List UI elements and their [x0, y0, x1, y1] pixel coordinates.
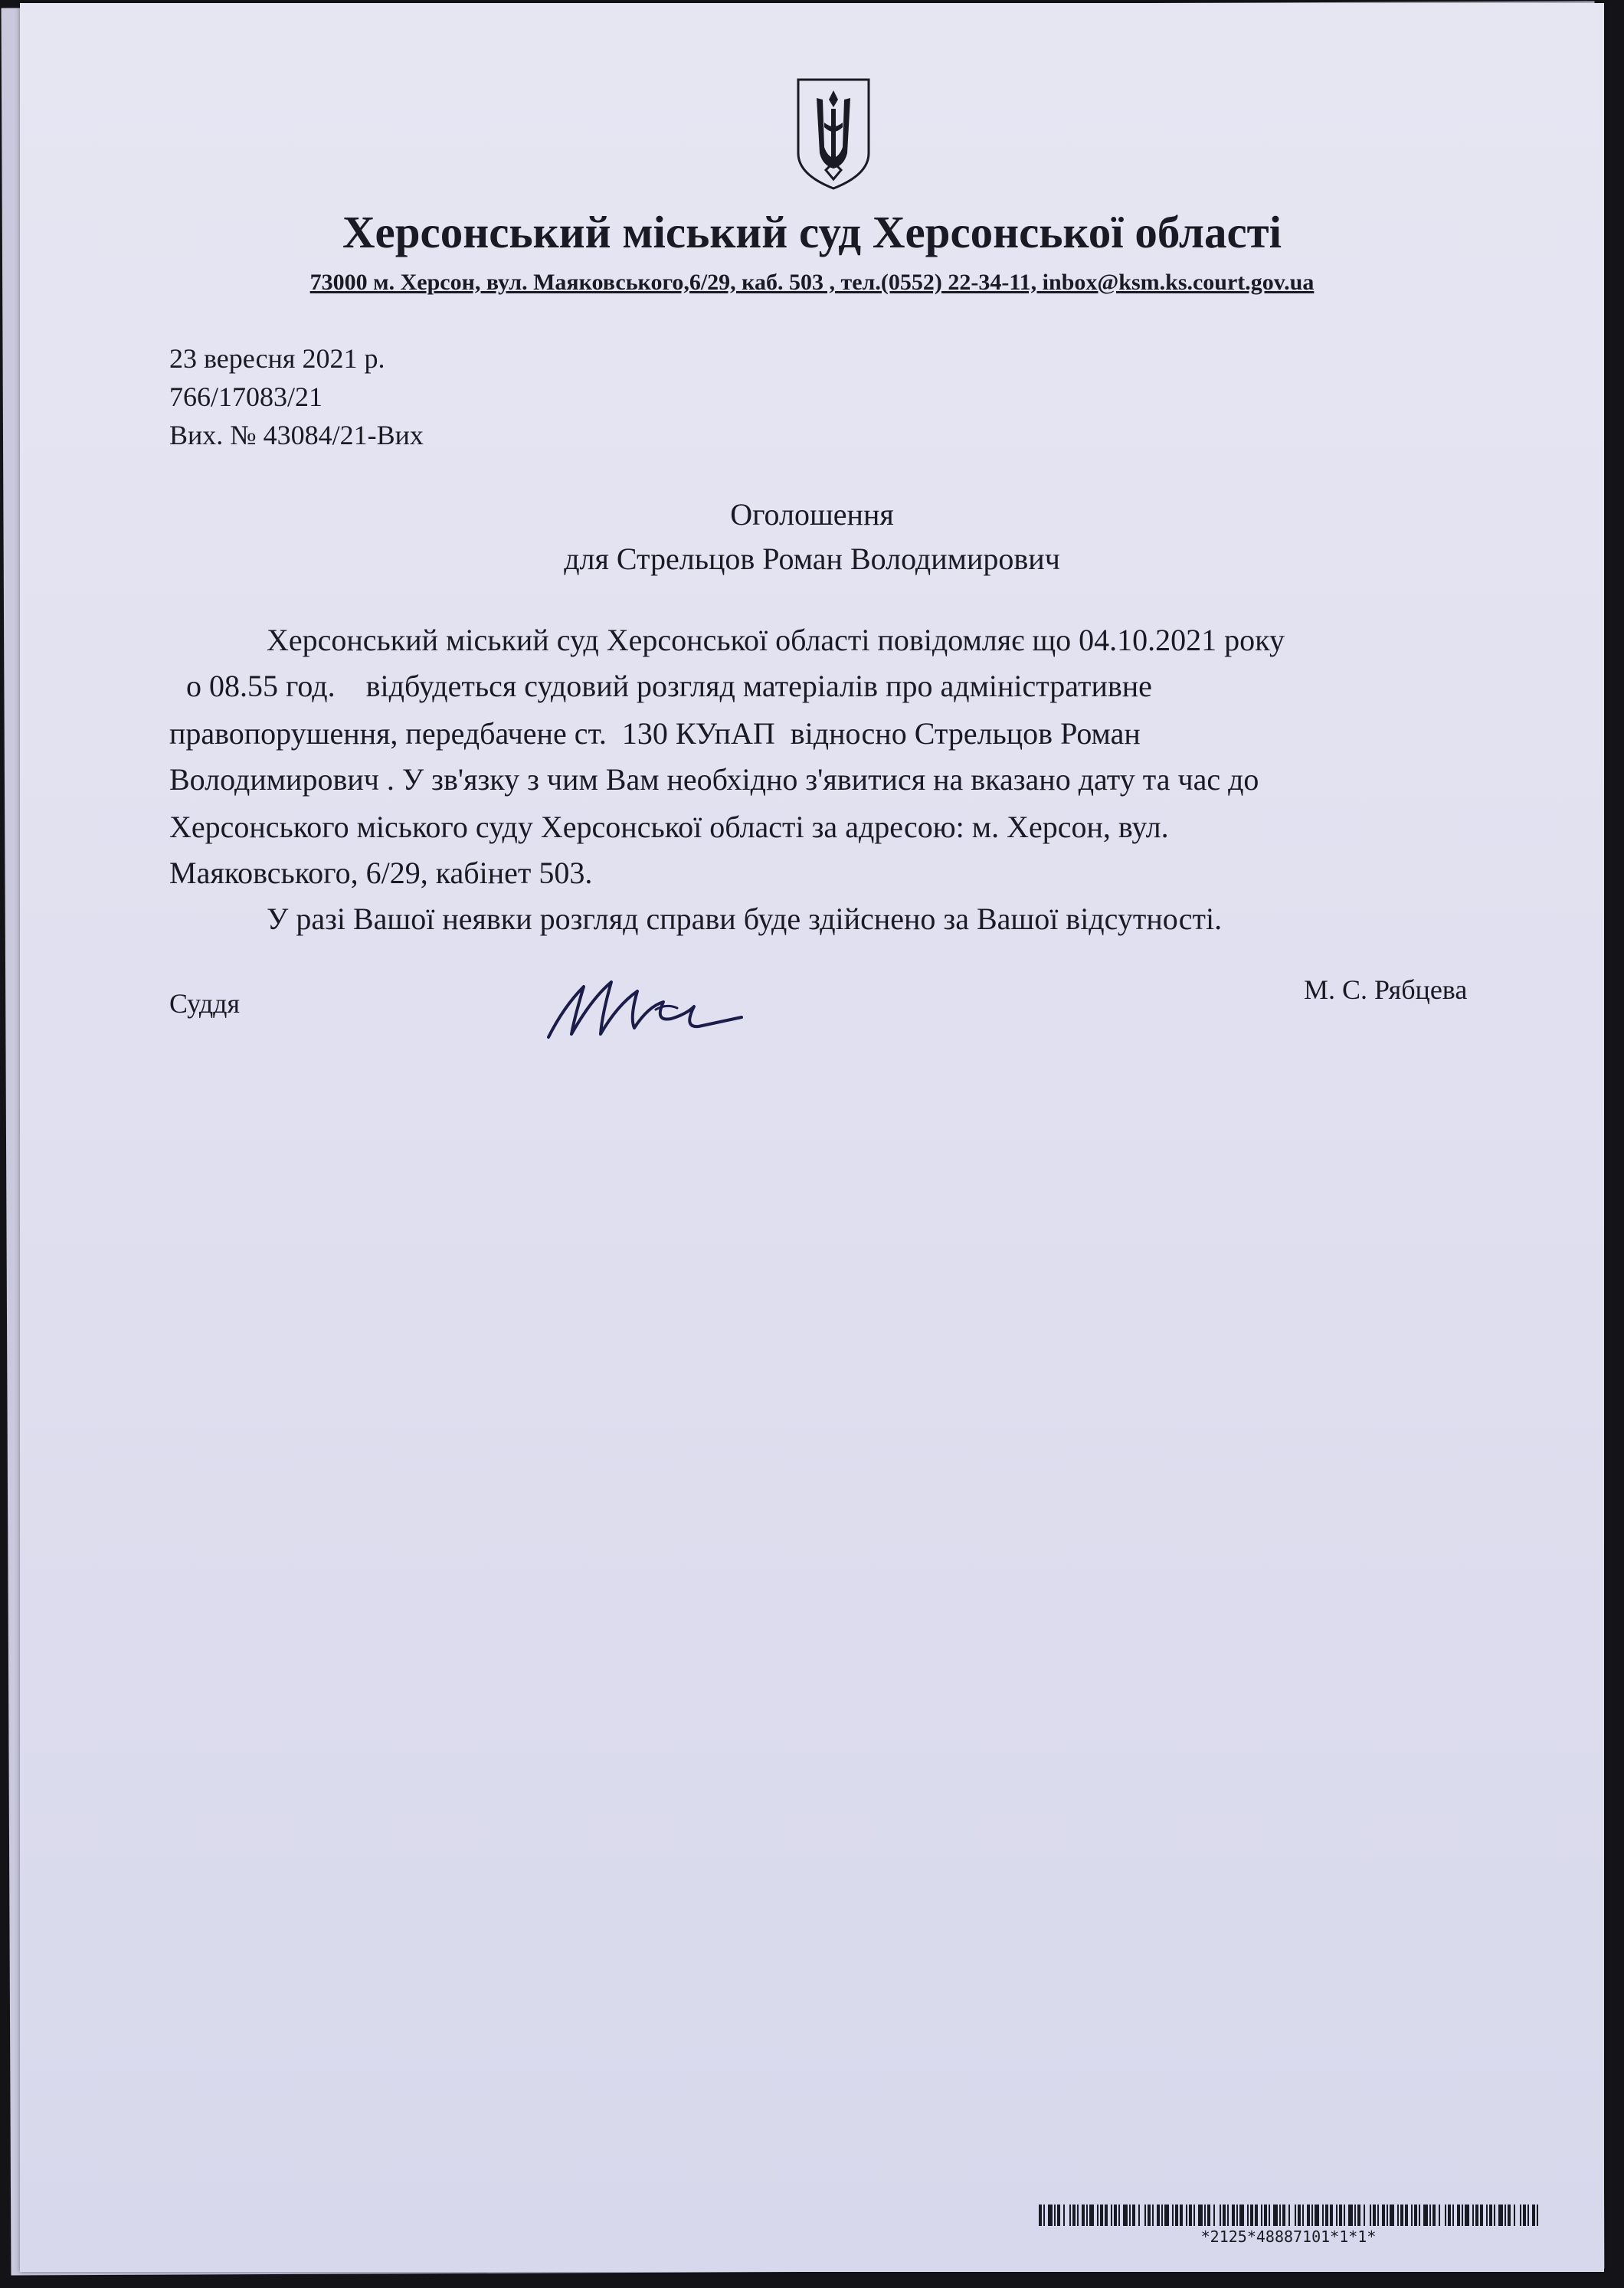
notice-title: Оголошення [730, 497, 894, 532]
coat-of-arms-of-ukraine-icon [794, 77, 873, 191]
barcode [1039, 2205, 1538, 2226]
body-line-5: Херсонського міського суду Херсонської області за адресою: м. Херсон, вул. [169, 810, 1169, 844]
document-page [20, 3, 1604, 2272]
body-line-1: Херсонський міський суд Херсонської області повідомляє що 04.10.2021 року [267, 623, 1285, 657]
body-line-4: Володимирович . У зв'язку з чим Вам необхідно з'явитися на вказано дату та час до [169, 762, 1259, 797]
signer-name: М. С. Рябцева [1304, 974, 1468, 1005]
body-line-6: Маяковського, 6/29, кабінет 503. [169, 856, 593, 890]
signer-role: Суддя [169, 988, 241, 1019]
case-number: 766/17083/21 [169, 381, 323, 412]
barcode-caption: *2125*48887101*1*1* [1200, 2227, 1377, 2246]
body-line-3: правопорушення, передбачене ст. 130 КУпАП відносно Стрельцов Роман [169, 716, 1141, 751]
court-address: 73000 м. Херсон, вул. Маяковського,6/29, каб. 503 , тел.(0552) 22-34-11, inbox@ksm.ks.court.gov.ua [309, 270, 1315, 295]
body-line-2: о 08.55 год. відбудеться судовий розгляд матеріалів про адміністративне [186, 669, 1152, 703]
court-name: Херсонський міський суд Херсонської області [342, 207, 1282, 257]
handwritten-signature [541, 961, 755, 1060]
outgoing-number: Вих. № 43084/21-Вих [169, 420, 424, 450]
document-date: 23 вересня 2021 р. [169, 343, 385, 374]
notice-recipient: для Стрельцов Роман Володимирович [564, 542, 1060, 576]
body-line-7: У разі Вашої неявки розгляд справи буде здійснено за Вашої відсутності. [267, 902, 1223, 936]
